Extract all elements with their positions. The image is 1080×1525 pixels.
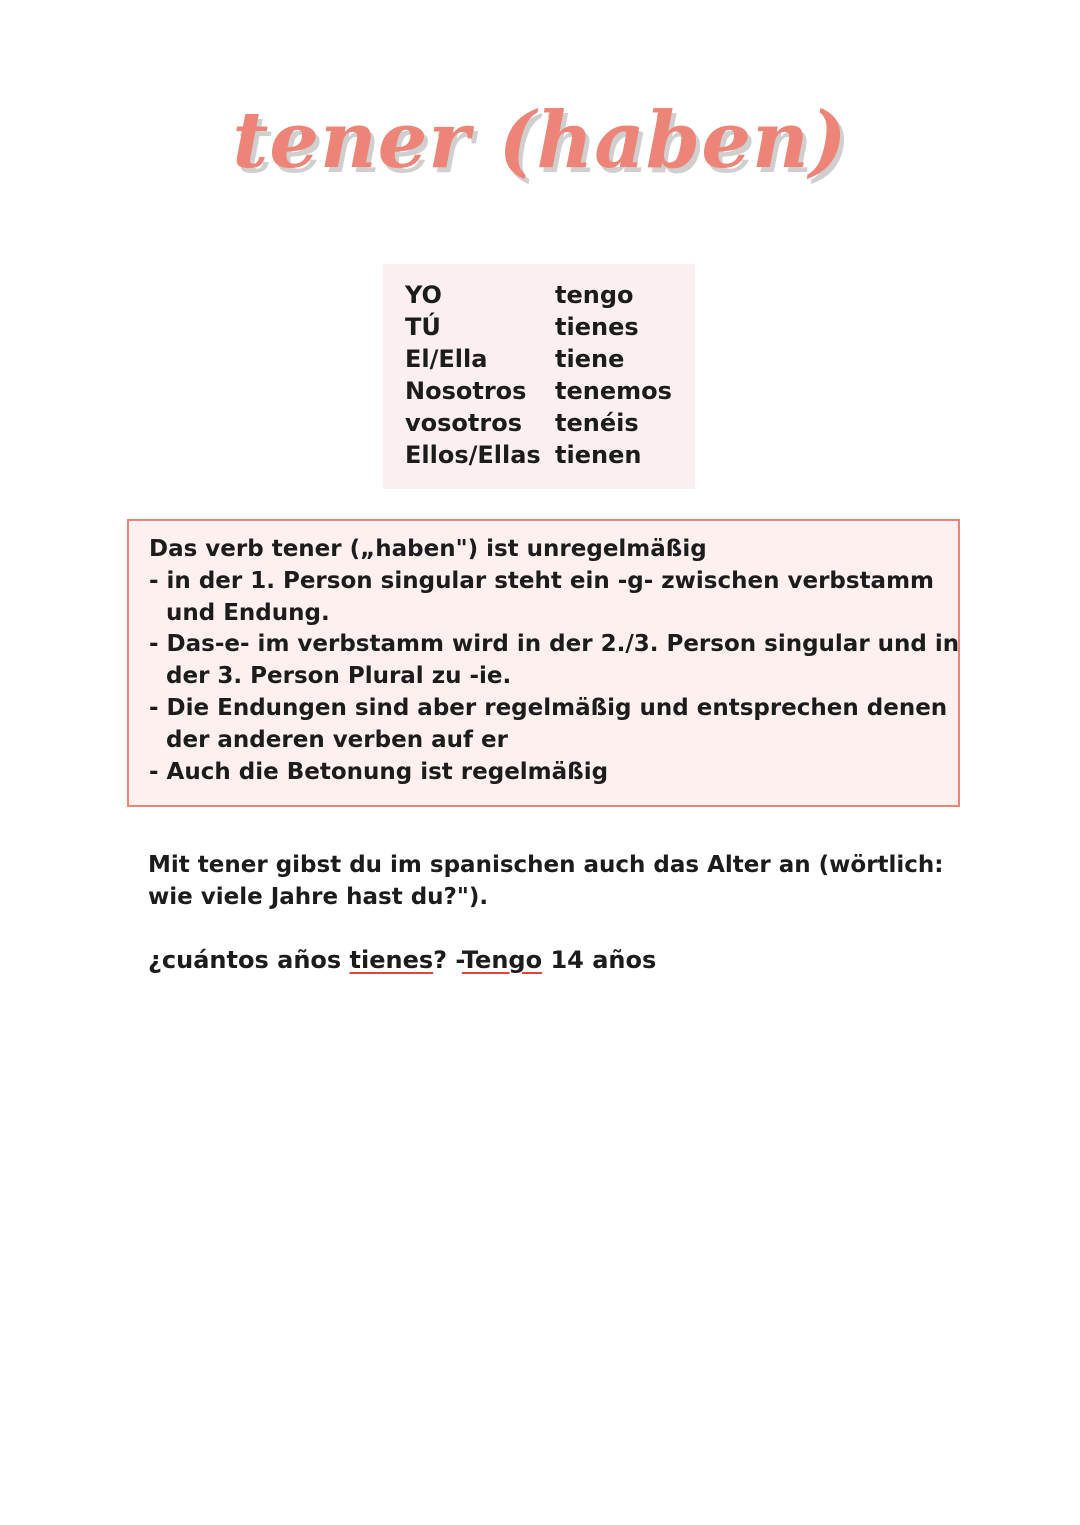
underlined-word: tienes [349, 946, 434, 974]
pronoun: YO [405, 281, 442, 309]
pronoun: TÚ [405, 313, 441, 341]
note-line: Mit tener gibst du im spanischen auch das Alter an (wörtlich: [148, 852, 944, 878]
conjugation-row [405, 375, 695, 407]
verb-form: tienes [555, 313, 639, 341]
conjugation-row [405, 311, 695, 343]
pronoun: vosotros [405, 409, 522, 437]
conjugation-table [383, 264, 695, 489]
conjugation-row [405, 407, 695, 439]
info-bullet: - Die Endungen sind aber regelmäßig und entsprechen denen [149, 694, 948, 721]
verb-form: tenemos [555, 377, 672, 405]
info-heading: Das verb tener („haben") ist unregelmäßig [149, 536, 707, 562]
info-bullet: - Das-e- im verbstamm wird in der 2./3. Person singular und in [149, 631, 960, 658]
example-text: ? - [433, 946, 462, 974]
conjugation-row [405, 439, 695, 471]
grammar-info-box [127, 519, 960, 807]
info-bullet: - Auch die Betonung ist regelmäßig [149, 758, 609, 785]
note-line: wie viele Jahre hast du?"). [148, 884, 489, 910]
age-note [148, 849, 988, 913]
info-bullet-continuation: und Endung. [166, 599, 330, 626]
example-sentence [148, 943, 656, 977]
info-bullet: - in der 1. Person singular steht ein -g- zwischen verbstamm [149, 567, 935, 594]
example-text: 14 años [542, 946, 657, 974]
pronoun: El/Ella [405, 345, 488, 373]
info-bullet-continuation: der anderen verben auf er [166, 726, 508, 753]
verb-form: tenéis [555, 409, 639, 437]
underlined-word: Tengo [461, 946, 543, 974]
pronoun: Ellos/Ellas [405, 441, 541, 469]
conjugation-row [405, 279, 695, 311]
page-title: tener (haben) [232, 95, 848, 186]
verb-form: tiene [555, 345, 625, 373]
conjugation-row [405, 343, 695, 375]
verb-form: tengo [555, 281, 634, 309]
example-text: ¿cuántos años [148, 946, 350, 974]
info-bullet-continuation: der 3. Person Plural zu -ie. [166, 663, 512, 690]
pronoun: Nosotros [405, 377, 527, 405]
verb-form: tienen [555, 441, 642, 469]
